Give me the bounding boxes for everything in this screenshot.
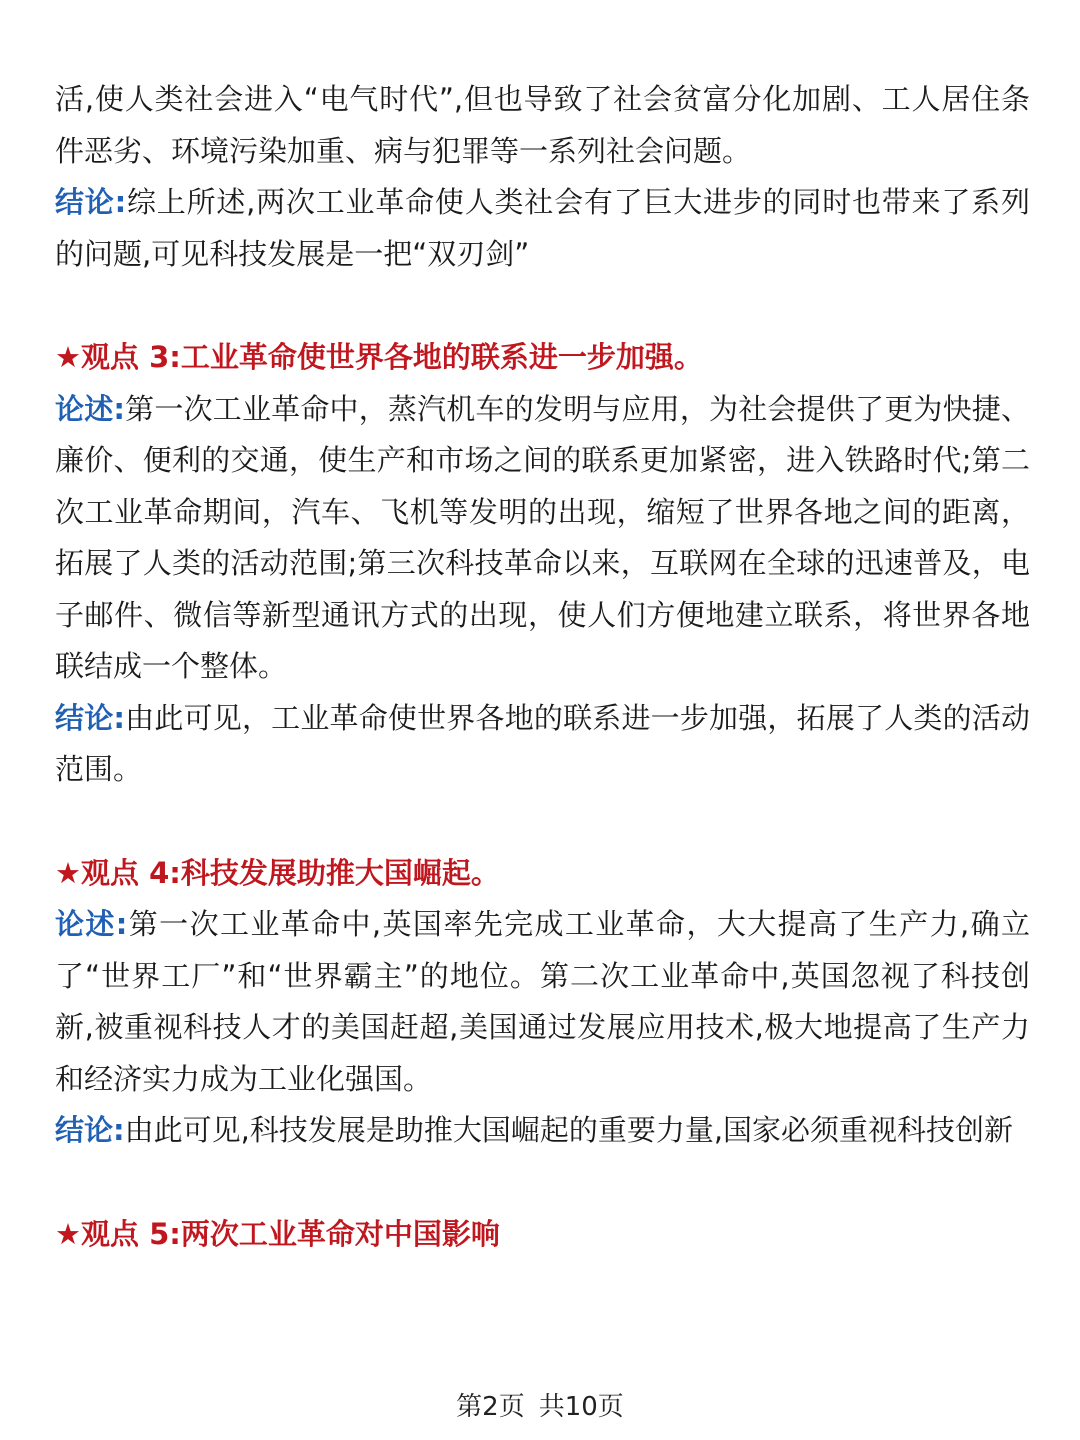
star-icon: ★ [55, 340, 81, 374]
section-argument-4 [55, 899, 1030, 1105]
heading-text: 观点 4:科技发展助推大国崛起。 [81, 855, 500, 890]
page-number: 第2页 [456, 1392, 525, 1422]
conclusion-text: 由此可见，工业革命使世界各地的联系进一步加强，拓展了人类的活动范围。 [55, 700, 1030, 786]
intro-paragraph [55, 74, 1030, 177]
section-heading-5 [55, 1209, 1030, 1261]
conclusion-label: 结论: [55, 700, 125, 735]
conclusion-text: 由此可见,科技发展是助推大国崛起的重要力量,国家必须重视科技创新 [124, 1113, 1014, 1147]
intro-body: 活,使人类社会进入“电气时代”,但也导致了社会贫富分化加剧、工人居住条件恶劣、环境污染加重、病与犯罪等一系列社会问题。 [55, 82, 1030, 168]
section-conclusion-3 [55, 693, 1030, 796]
section-heading-3 [55, 332, 1030, 384]
section-argument-3 [55, 384, 1030, 693]
page-total: 共10页 [538, 1392, 624, 1422]
star-icon: ★ [55, 855, 81, 890]
conclusion-label: 结论: [55, 1113, 125, 1147]
heading-text: 观点 5:两次工业革命对中国影响 [81, 1216, 500, 1251]
spacer [55, 1157, 1030, 1209]
star-icon: ★ [55, 1216, 81, 1251]
spacer [55, 796, 1030, 848]
page-footer [0, 1386, 1080, 1423]
argument-text: 第一次工业革命中,英国率先完成工业革命，大大提高了生产力,确立了“世界工厂”和“世界霸主”的地位。第二次工业革命中,英国忽视了科技创新,被重视科技人才的美国赶超,美国通过发展应用技术,极大地提高了生产力和经济实力成为工业化强国。 [55, 907, 1030, 1096]
conclusion-text: 综上所述,两次工业革命使人类社会有了巨大进步的同时也带来了系列的问题,可见科技发展是一把“双刃剑” [55, 185, 1030, 271]
intro-conclusion [55, 177, 1030, 280]
argument-label: 论述: [55, 907, 128, 941]
argument-label: 论述: [55, 391, 125, 426]
document-page [55, 74, 1030, 1260]
spacer [55, 280, 1030, 332]
heading-text: 观点 3:工业革命使世界各地的联系进一步加强。 [81, 340, 703, 374]
conclusion-label: 结论: [55, 185, 127, 219]
section-conclusion-4 [55, 1105, 1030, 1157]
argument-text: 第一次工业革命中，蒸汽机车的发明与应用，为社会提供了更为快捷、廉价、便利的交通，使生产和市场之间的联系更加紧密，进入铁路时代;第二次工业革命期间，汽车、飞机等发明的出现，缩短了世界各地之间的距离，拓展了人类的活动范围;第三次科技革命以来，互联网在全球的迅速普及，电子邮件、微信等新型通讯方式的出现，使人们方便地建立联系，将世界各地联结成一个整体。 [55, 391, 1030, 683]
section-heading-4 [55, 848, 1030, 900]
